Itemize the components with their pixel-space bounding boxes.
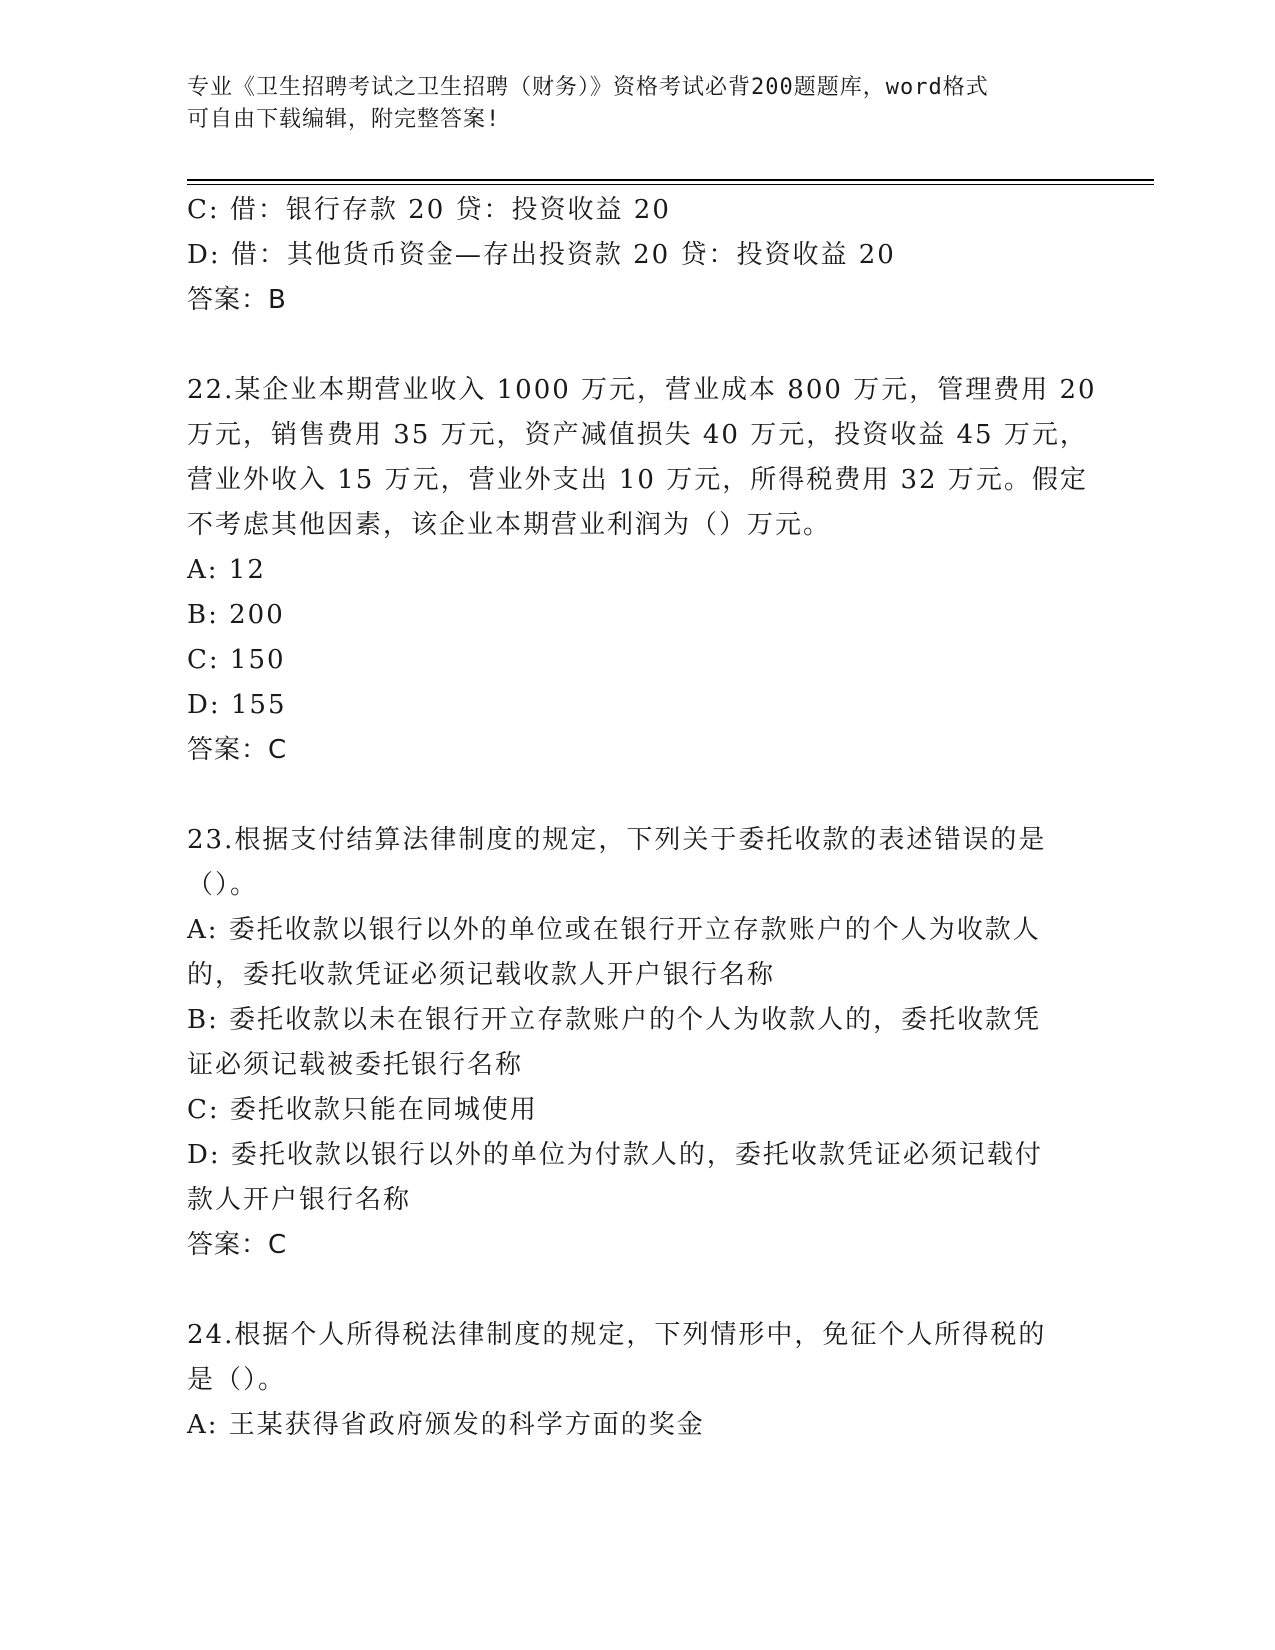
option-b-continued: 证必须记载被委托银行名称 xyxy=(187,1050,524,1080)
question-stem-line: 22.某企业本期营业收入 1000 万元，营业成本 800 万元，管理费用 20 xyxy=(187,375,1097,405)
question-24 xyxy=(187,1313,1077,1448)
option-a: A: 委托收款以银行以外的单位或在银行开立存款账户的个人为收款人 xyxy=(187,915,1041,945)
header-title-line-2: 可自由下载编辑，附完整答案! xyxy=(187,107,501,132)
question-stem-line: 24.根据个人所得税法律制度的规定，下列情形中，免征个人所得税的 xyxy=(187,1320,1047,1350)
header-divider-thin xyxy=(187,184,1154,185)
option-c: C: 委托收款只能在同城使用 xyxy=(187,1095,538,1125)
option-d: D: 借：其他货币资金—存出投资款 20 贷：投资收益 20 xyxy=(187,240,896,270)
option-c: C: 借：银行存款 20 贷：投资收益 20 xyxy=(187,195,671,225)
spacer xyxy=(187,323,1077,368)
option-d: D: 委托收款以银行以外的单位为付款人的，委托收款凭证必须记载付 xyxy=(187,1140,1043,1170)
question-stem-line: 是（）。 xyxy=(187,1365,287,1395)
option-d: D: 155 xyxy=(187,690,287,720)
option-a: A: 12 xyxy=(187,555,266,585)
spacer xyxy=(187,773,1077,818)
question-stem-line: 23.根据支付结算法律制度的规定，下列关于委托收款的表述错误的是 xyxy=(187,825,1047,855)
answer-label: 答案：B xyxy=(187,285,287,315)
answer-label: 答案：C xyxy=(187,735,288,765)
answer-label: 答案：C xyxy=(187,1230,288,1260)
question-stem-line: 营业外收入 15 万元，营业外支出 10 万元，所得税费用 32 万元。假定 xyxy=(187,465,1088,495)
question-stem-line: 不考虑其他因素，该企业本期营业利润为（）万元。 xyxy=(187,510,832,540)
header-title-line-1: 专业《卫生招聘考试之卫生招聘（财务）》资格考试必背200题题库，word格式 xyxy=(187,75,989,100)
option-a-continued: 的，委托收款凭证必须记载收款人开户银行名称 xyxy=(187,960,776,990)
question-stem-line: 万元，销售费用 35 万元，资产减值损失 40 万元，投资收益 45 万元， xyxy=(187,420,1088,450)
document-header xyxy=(187,72,1067,136)
question-content xyxy=(187,188,1097,1448)
option-a: A: 王某获得省政府颁发的科学方面的奖金 xyxy=(187,1410,705,1440)
option-b: B: 200 xyxy=(187,600,285,630)
question-22 xyxy=(187,368,1097,773)
spacer xyxy=(187,1268,1077,1313)
option-b: B: 委托收款以未在银行开立存款账户的个人为收款人的，委托收款凭 xyxy=(187,1005,1042,1035)
question-stem-line: （）。 xyxy=(187,870,259,900)
option-c: C: 150 xyxy=(187,645,286,675)
option-d-continued: 款人开户银行名称 xyxy=(187,1185,412,1215)
question-21-tail xyxy=(187,188,1077,323)
header-divider-thick xyxy=(187,179,1154,181)
question-23 xyxy=(187,818,1077,1268)
